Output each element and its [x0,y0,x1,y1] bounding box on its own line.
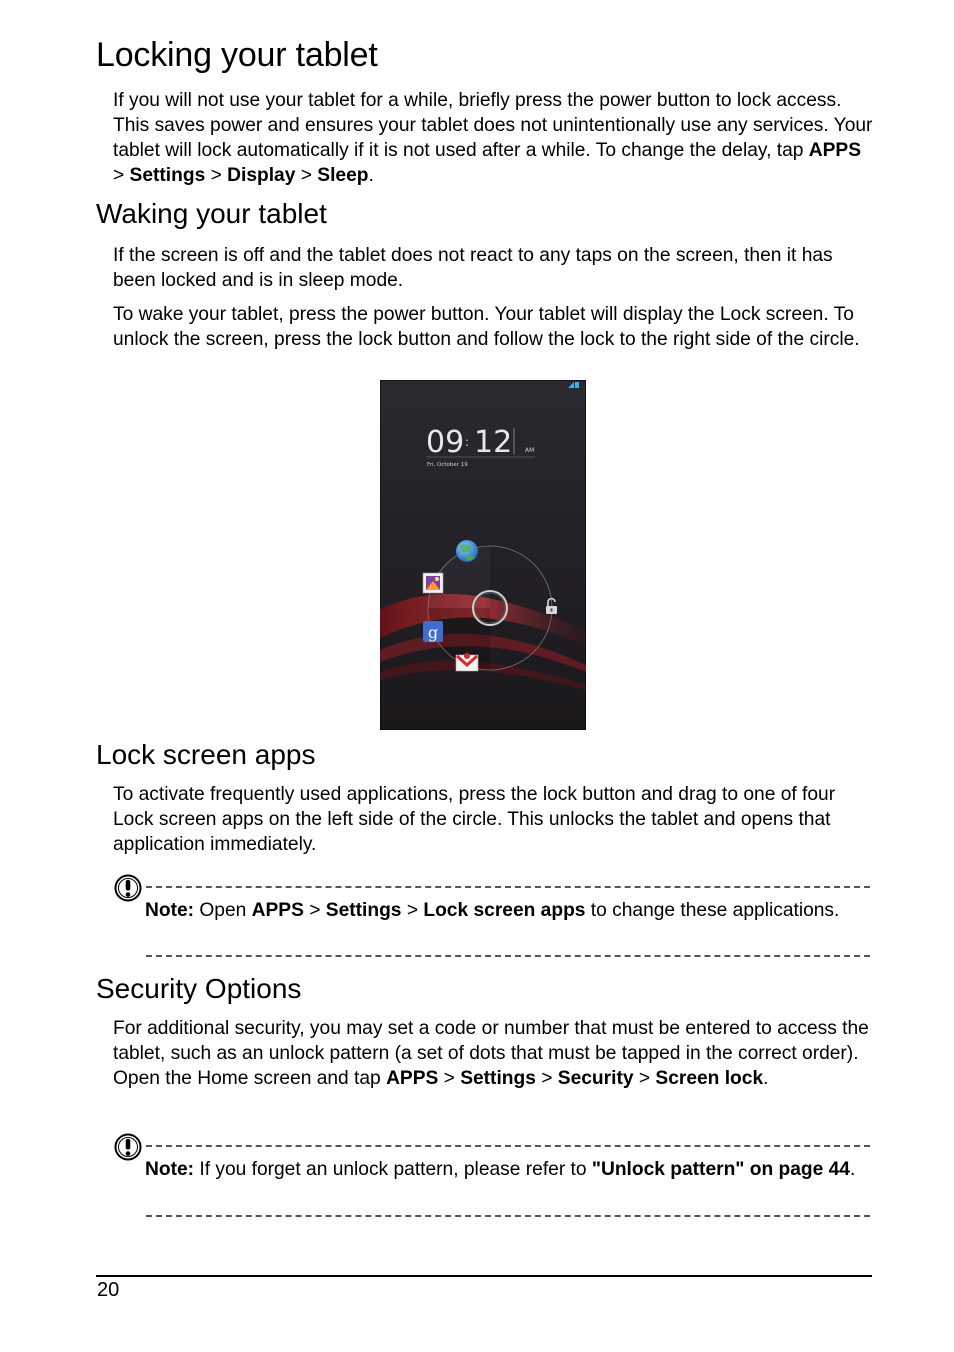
waking-heading: Waking your tablet [96,198,327,229]
svg-text:g: g [427,623,439,642]
note-text: If you forget an unlock pattern, please refer to [194,1159,592,1180]
note-text: to change these applications. [585,900,840,921]
settings-label: Settings [129,165,206,186]
note-icon [113,1132,143,1162]
note-label: Note: [145,1159,195,1180]
note-text: Open [194,900,252,921]
settings-label: Settings [325,900,402,921]
settings-label: Settings [460,1068,536,1089]
separator: > [438,1068,461,1089]
sleep-label: Sleep [317,165,369,186]
lock-screen-apps-heading: Lock screen apps [96,739,316,770]
clock-ampm: AM [525,447,535,454]
security-text: For additional security, you may set a code or number that must be entered to access the tablet, such as an unlock pattern (a set of dots that must be tapped in the correct order). Open the Home screen and tap [113,1018,869,1089]
gallery-icon[interactable] [423,573,443,593]
lock-screen-apps-label: Lock screen apps [423,900,586,921]
footer-rule [96,1275,872,1277]
separator: > [303,900,326,921]
note-icon [113,873,143,903]
google-search-icon[interactable] [423,621,443,642]
period: . [763,1068,769,1089]
security-label: Security [557,1068,634,1089]
separator: > [113,165,130,186]
unlock-pattern-link[interactable]: "Unlock pattern" on page 44 [591,1159,850,1180]
note-divider-top [146,886,870,888]
period: . [849,1159,856,1180]
lock-screen-screenshot [380,380,586,730]
separator: > [295,165,318,186]
page-number: 20 [97,1279,120,1301]
lock-screen-apps-paragraph: To activate frequently used applications, press the lock button and drag to one of four Lock screen apps on the left side of the circle. This unlocks the tablet and opens that application immediately. [113,784,836,855]
display-label: Display [227,165,296,186]
apps-label: APPS [808,140,862,161]
apps-label: APPS [251,900,304,921]
browser-icon[interactable] [456,540,478,562]
separator: > [535,1068,558,1089]
note-divider-bottom [146,955,870,957]
clock-minutes: 12 [474,425,513,460]
screen-lock-label: Screen lock [655,1068,764,1089]
note-lock-screen-apps [145,898,871,923]
waking-paragraph-1: If the screen is off and the tablet does not react to any taps on the screen, then it has been locked and is in sleep mode. [113,245,833,291]
apps-label: APPS [386,1068,439,1089]
waking-paragraph-2: To wake your tablet, press the power button. Your tablet will display the Lock screen. To unlock the screen, press the lock button and follow the lock to the right side of the circle. [113,304,860,350]
note-label: Note: [145,900,195,921]
page-title: Locking your tablet [96,36,378,74]
security-paragraph [113,1016,873,1091]
clock-date: Fri, October 19 [427,462,468,468]
separator: > [633,1068,656,1089]
clock-hours: 09 [426,425,465,460]
security-heading: Security Options [96,973,302,1004]
separator: > [205,165,228,186]
separator: > [401,900,424,921]
note-unlock-pattern [145,1157,871,1182]
note-divider-top [146,1145,870,1147]
period: . [368,165,374,186]
locking-paragraph [113,88,873,188]
gmail-icon[interactable] [456,653,478,671]
note-divider-bottom [146,1215,870,1217]
clock-colon: : [465,435,470,449]
locking-text: If you will not use your tablet for a while, briefly press the power button to lock access. This saves power and ensures your tablet does not unintentionally use any services. Your tablet will lock automatically if it is not used after a while. To change the delay, tap [113,90,873,161]
